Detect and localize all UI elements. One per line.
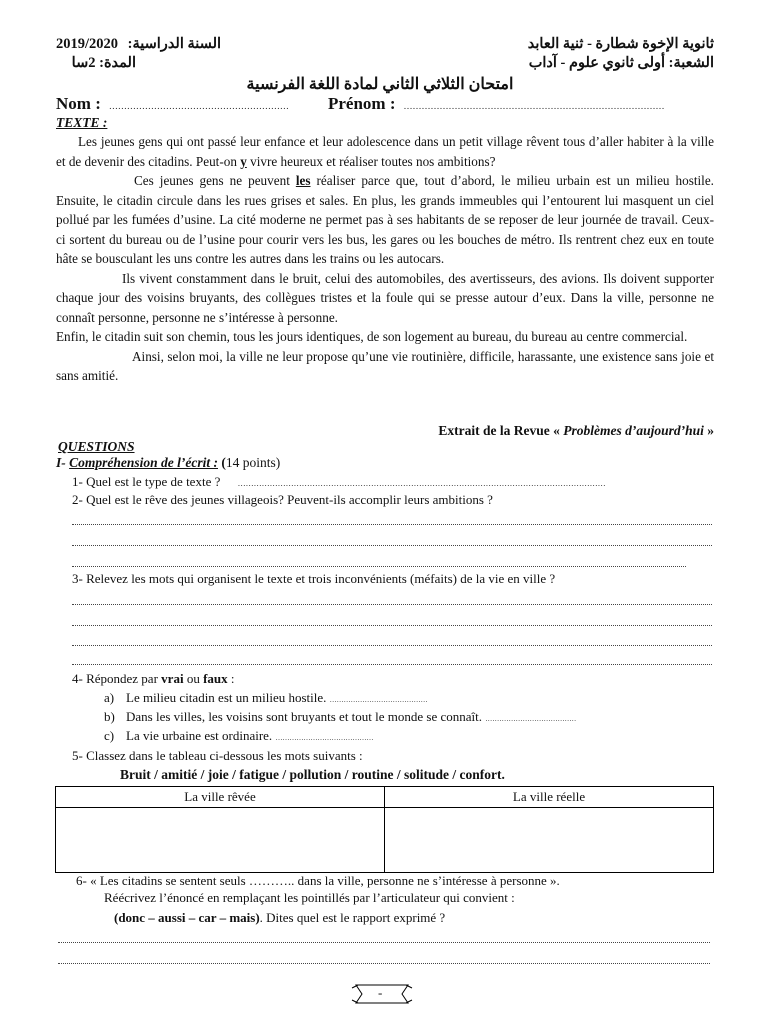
- paragraph-1: Les jeunes gens qui ont passé leur enfance et leur adolescence dans un petit village rêvent tous d’aller habiter à la ville et de devenir des citadins. Peut-on y vivre heureux et réaliser toutes nos ambitions?: [56, 134, 714, 169]
- dreamed-city-answer-cell[interactable]: [56, 808, 385, 873]
- prenom-field[interactable]: [328, 94, 665, 114]
- q4-item-a: a) Le milieu citadin est un milieu hostile. ……………………………………: [104, 690, 428, 705]
- q3-answer-line-4[interactable]: [72, 664, 712, 665]
- section-1-title: I- Compréhension de l’écrit : (14 points): [56, 455, 281, 470]
- q6-answer-line-2[interactable]: [58, 963, 710, 964]
- q2-answer-line-3[interactable]: [72, 566, 686, 567]
- question-2: 2- Quel est le rêve des jeunes villageois? Peuvent-ils accomplir leurs ambitions ?: [72, 492, 493, 507]
- duration: المدة: 2سا: [71, 55, 136, 71]
- page-mark: -: [378, 985, 383, 1000]
- q3-answer-line-3[interactable]: [72, 645, 712, 646]
- nom-field[interactable]: [56, 94, 289, 114]
- q3-answer-line-1[interactable]: [72, 604, 712, 605]
- question-5: 5- Classez dans le tableau ci-dessous les mots suivants :: [72, 748, 363, 763]
- paragraph-5: Ainsi, selon moi, la ville ne leur propose qu’une vie routinière, difficile, harassante, une existence sans joie et sans amitié.: [56, 348, 714, 383]
- school-name: ثانوية الإخوة شطارة - ثنية العابد: [527, 36, 714, 52]
- prenom-label: Prénom :: [328, 94, 396, 113]
- q5-word-list: Bruit / amitié / joie / fatigue / pollution / routine / solitude / confort.: [120, 767, 505, 782]
- text-heading: TEXTE :: [56, 115, 108, 130]
- q4-a-answer-dots[interactable]: ……………………………………: [329, 696, 428, 704]
- q4-c-answer-dots[interactable]: ……………………………………: [275, 734, 374, 742]
- q4-b-answer-dots[interactable]: …………………………………: [485, 715, 577, 723]
- question-1: 1- Quel est le type de texte ? …………………………………………………………………………………………………………………………: [72, 474, 606, 489]
- q4-item-c: c) La vie urbaine est ordinaire. ……………………………………: [104, 728, 374, 743]
- table-header-real-city: La ville réelle: [385, 787, 714, 808]
- paragraph-4: Enfin, le citadin suit son chemin, tous les jours identiques, de son logement au bureau, du bureau au centre commercial.: [56, 329, 688, 344]
- nom-dots: ……………………………………………………: [108, 101, 289, 111]
- q2-answer-line-2[interactable]: [72, 545, 712, 546]
- question-6: 6- « Les citadins se sentent seuls ……….. dans la ville, personne ne s’intéresse à personne ».: [76, 873, 560, 888]
- q3-answer-line-2[interactable]: [72, 625, 712, 626]
- q2-answer-line-1[interactable]: [72, 524, 712, 525]
- questions-heading: QUESTIONS: [58, 439, 135, 454]
- q6-answer-line-1[interactable]: [58, 942, 710, 943]
- table-answer-row: [56, 808, 714, 873]
- page-number-scroll: [350, 982, 414, 1006]
- question-4: 4- Répondez par vrai ou faux :: [72, 671, 235, 686]
- real-city-answer-cell[interactable]: [385, 808, 714, 873]
- source-citation: Extrait de la Revue « Problèmes d’aujourd’hui »: [438, 423, 714, 438]
- nom-label: Nom :: [56, 94, 101, 113]
- passage: [56, 132, 714, 386]
- prenom-dots: ……………………………………………………………………………: [403, 101, 665, 111]
- school-year-value: 2019/2020: [56, 36, 119, 52]
- school-year: [56, 36, 221, 53]
- q1-answer-dots[interactable]: …………………………………………………………………………………………………………………………: [237, 479, 606, 488]
- classification-table: [55, 786, 714, 873]
- table-header-row: [56, 787, 714, 808]
- stream: الشعبة: أولى ثانوي علوم - آداب: [528, 55, 714, 71]
- question-6-instruction: Réécrivez l’énoncé en remplaçant les pointillés par l’articulateur qui convient :: [104, 890, 515, 905]
- question-6-options: (donc – aussi – car – mais). Dites quel est le rapport exprimé ?: [114, 910, 446, 925]
- exam-title: امتحان الثلاثي الثاني لمادة اللغة الفرنسية: [246, 76, 514, 93]
- school-year-label: السنة الدراسية:: [127, 36, 222, 52]
- q4-item-b: b) Dans les villes, les voisins sont bruyants et tout le monde se connaît. …………………………………: [104, 709, 577, 724]
- paragraph-3: Ils vivent constamment dans le bruit, celui des automobiles, des avertisseurs, des avions. Ils doivent supporter chaque jour des voisins bruyants, des collègues tristes et la foule qui se presse autour d’eux. Dans la ville, personne ne connaît personne, personne ne s’intéresse à personne.: [56, 270, 714, 325]
- table-header-dreamed-city: La ville rêvée: [56, 787, 385, 808]
- paragraph-2: Ces jeunes gens ne peuvent les réaliser parce que, tout d’abord, le milieu urbain est un milieu hostile. Ensuite, le citadin circule dans les rues grises et sales. En plus, les grands immeubles qui l’entourent lui masquent un ciel pollué par les fumées d’usine. La cité moderne ne permet pas à ses habitants de se reposer de leur journée de travail. Ceux-ci sortent du bureau ou de l’usine pour courir vers les bus, les gares ou les bouches de métro. Ils rentrent chez eux en toute hâte se bousculant les uns contre les autres dans les trains ou les autocars.: [56, 173, 714, 266]
- question-3: 3- Relevez les mots qui organisent le texte et trois inconvénients (méfaits) de la vie en ville ?: [72, 571, 556, 586]
